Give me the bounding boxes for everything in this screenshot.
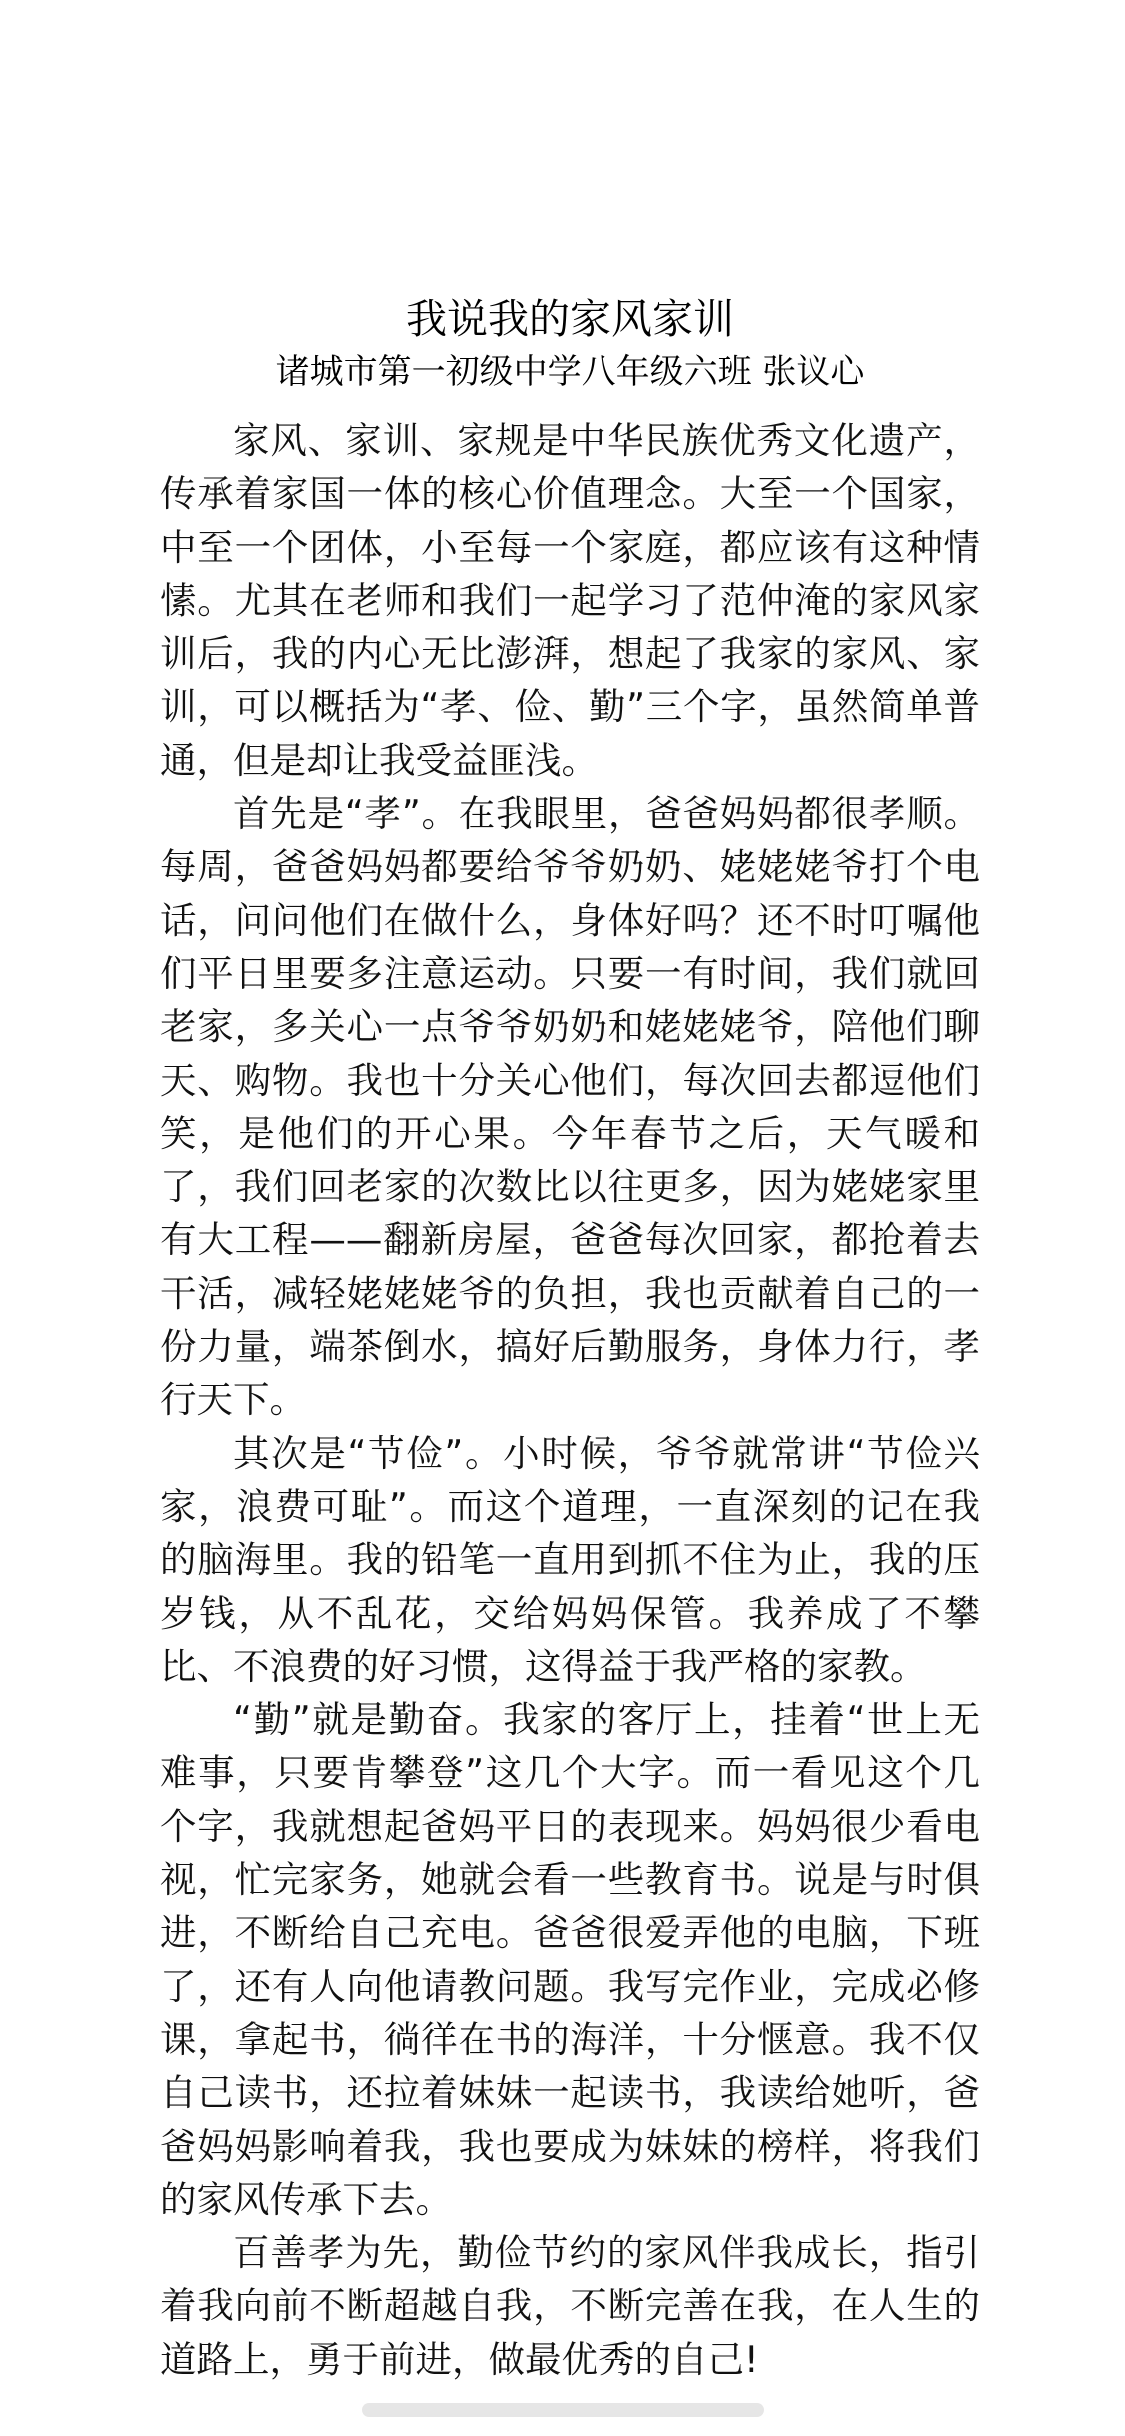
paragraph-intro: 家风、家训、家规是中华民族优秀文化遗产，传承着家国一体的核心价值理念。大至一个国家，中至一个团体，小至每一个家庭，都应该有这种情愫。尤其在老师和我们一起学习了范仲淹的家风家训后，我的内心无比澎湃，想起了我家的家风、家训，可以概括为“孝、俭、勤”三个字，虽然简单普通，但是却让我受益匪浅。: [160, 419, 980, 782]
article-title: 我说我的家风家训: [406, 295, 734, 343]
author-line: 诸城市第一初级中学八年级六班 张议心: [275, 352, 865, 392]
home-indicator[interactable]: [362, 2403, 764, 2417]
paragraph-thrift: 其次是“节俭”。小时候，爷爷就常讲“节俭兴家，浪费可耻”。而这个道理，一直深刻的记在我的脑海里。我的铅笔一直用到抓不住为止，我的压岁钱，从不乱花，交给妈妈保管。我养成了不攀比、不浪费的好习惯，这得益于我严格的家教。: [160, 1431, 980, 1688]
article: [160, 292, 980, 2386]
paragraph-conclusion: 百善孝为先，勤俭节约的家风伴我成长，指引着我向前不断超越自我，不断完善在我，在人生的道路上，勇于前进，做最优秀的自己!: [160, 2231, 980, 2381]
paragraph-filial-piety: 首先是“孝”。在我眼里，爸爸妈妈都很孝顺。每周，爸爸妈妈都要给爷爷奶奶、姥姥姥爷打个电话，问问他们在做什么，身体好吗？还不时叮嘱他们平日里要多注意运动。只要一有时间，我们就回老家，多关心一点爷爷奶奶和姥姥姥爷，陪他们聊天、购物。我也十分关心他们，每次回去都逗他们笑，是他们的开心果。今年春节之后，天气暖和了，我们回老家的次数比以往更多，因为姥姥家里有大工程——翻新房屋，爸爸每次回家，都抢着去干活，减轻姥姥姥爷的负担，我也贡献着自己的一份力量，端茶倒水，搞好后勤服务，身体力行，孝行天下。: [160, 792, 980, 1422]
paragraph-diligence: “勤”就是勤奋。我家的客厅上，挂着“世上无难事，只要肯攀登”这几个大字。而一看见这个几个字，我就想起爸妈平日的表现来。妈妈很少看电视，忙完家务，她就会看一些教育书。说是与时俱进，不断给自己充电。爸爸很爱弄他的电脑，下班了，还有人向他请教问题。我写完作业，完成必修课，拿起书，徜徉在书的海洋，十分惬意。我不仅自己读书，还拉着妹妹一起读书，我读给她听，爸爸妈妈影响着我，我也要成为妹妹的榜样，将我们的家风传承下去。: [160, 1698, 980, 2221]
